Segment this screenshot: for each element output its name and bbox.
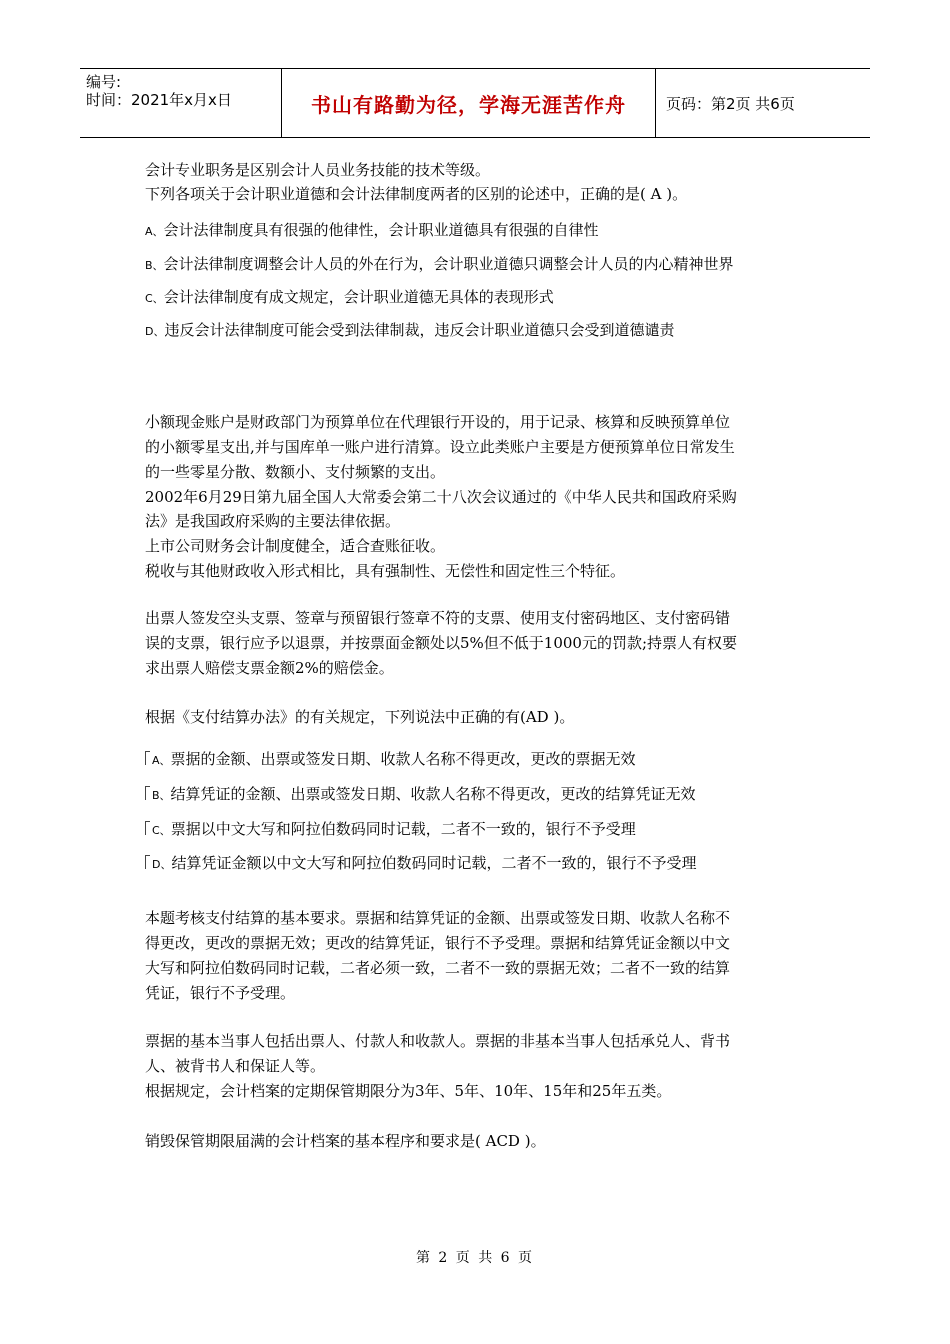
paragraph-5-line-1: 票据的基本当事人包括出票人、付款人和收款人。票据的非基本当事人包括承兑人、背书: [145, 1032, 731, 1050]
paragraph-2-line-3: 的一些零星分散、数额小、支付频繁的支出。: [145, 463, 446, 481]
paragraph-4-line-4: 凭证，银行不予受理。: [145, 984, 296, 1002]
paragraph-2-line-2: 的小额零星支出,并与国库单一账户进行清算。设立此类账户主要是方便预算单位日常发生: [145, 438, 735, 456]
q2-option-b: B、结算凭证的金额、出票或签发日期、收款人名称不得更改，更改的结算凭证无效: [145, 783, 696, 804]
paragraph-5-line-2: 人、被背书人和保证人等。: [145, 1057, 326, 1075]
paragraph-4-line-2: 得更改，更改的票据无效；更改的结算凭证，银行不予受理。票据和结算凭证金额以中文: [145, 934, 731, 952]
paragraph-2-line-7: 税收与其他财政收入形式相比，具有强制性、无偿性和固定性三个特征。: [145, 562, 626, 580]
doc-date-label: 时间：2021年x月x日: [86, 91, 232, 109]
checkbox-mark-icon: [145, 821, 150, 835]
question-1: 下列各项关于会计职业道德和会计法律制度两者的区别的论述中，正确的是( A )。: [145, 185, 688, 203]
header-page-info: 页码：第2页 共6页: [666, 94, 795, 113]
paragraph-4-line-1: 本题考核支付结算的基本要求。票据和结算凭证的金额、出票或签发日期、收款人名称不: [145, 909, 731, 927]
q1-option-a: A、会计法律制度具有很强的他律性，会计职业道德具有很强的自律性: [145, 221, 599, 239]
paragraph-2-line-4: 2002年6月29日第九届全国人大常委会第二十八次会议通过的《中华人民共和国政府采购: [145, 488, 737, 506]
q1-option-c: C、会计法律制度有成文规定，会计职业道德无具体的表现形式: [145, 288, 554, 306]
question-3: 销毁保管期限届满的会计档案的基本程序和要求是( ACD )。: [145, 1132, 546, 1150]
paragraph-5-line-3: 根据规定，会计档案的定期保管期限分为3年、5年、10年、15年和25年五类。: [145, 1082, 672, 1100]
paragraph-2-line-6: 上市公司财务会计制度健全，适合查账征收。: [145, 537, 446, 555]
paragraph-1: 会计专业职务是区别会计人员业务技能的技术等级。: [145, 161, 491, 179]
header-meta: [80, 69, 282, 137]
question-2: 根据《支付结算办法》的有关规定，下列说法中正确的有(AD )。: [145, 708, 575, 726]
paragraph-3-line-2: 误的支票，银行应予以退票，并按票面金额处以5%但不低于1000元的罚款;持票人有权要: [145, 634, 738, 652]
checkbox-mark-icon: [145, 786, 150, 800]
page-footer: 第 2 页 共 6 页: [415, 1250, 535, 1266]
checkbox-mark-icon: [145, 855, 150, 869]
paragraph-3-line-1: 出票人签发空头支票、签章与预留银行签章不符的支票、使用支付密码地区、支付密码错: [145, 609, 731, 627]
q1-option-d: D、违反会计法律制度可能会受到法律制裁，违反会计职业道德只会受到道德谴责: [145, 321, 675, 339]
paragraph-3-line-3: 求出票人赔偿支票金额2%的赔偿金。: [145, 659, 394, 677]
paragraph-2-line-1: 小额现金账户是财政部门为预算单位在代理银行开设的，用于记录、核算和反映预算单位: [145, 413, 731, 431]
doc-code-label: 编号:: [86, 73, 122, 91]
q1-option-b: B、会计法律制度调整会计人员的外在行为，会计职业道德只调整会计人员的内心精神世界: [145, 255, 734, 273]
paragraph-4-line-3: 大写和阿拉伯数码同时记载，二者必须一致，二者不一致的票据无效；二者不一致的结算: [145, 959, 731, 977]
header-motto: 书山有路勤为径，学海无涯苦作舟: [282, 69, 656, 137]
q2-option-c: C、票据以中文大写和阿拉伯数码同时记载，二者不一致的，银行不予受理: [145, 818, 636, 839]
paragraph-2-line-5: 法》是我国政府采购的主要法律依据。: [145, 512, 401, 530]
q2-option-a: A、票据的金额、出票或签发日期、收款人名称不得更改，更改的票据无效: [145, 748, 636, 769]
checkbox-mark-icon: [145, 751, 150, 765]
q2-option-d: D、结算凭证金额以中文大写和阿拉伯数码同时记载，二者不一致的，银行不予受理: [145, 852, 697, 873]
page-header: [80, 68, 870, 138]
